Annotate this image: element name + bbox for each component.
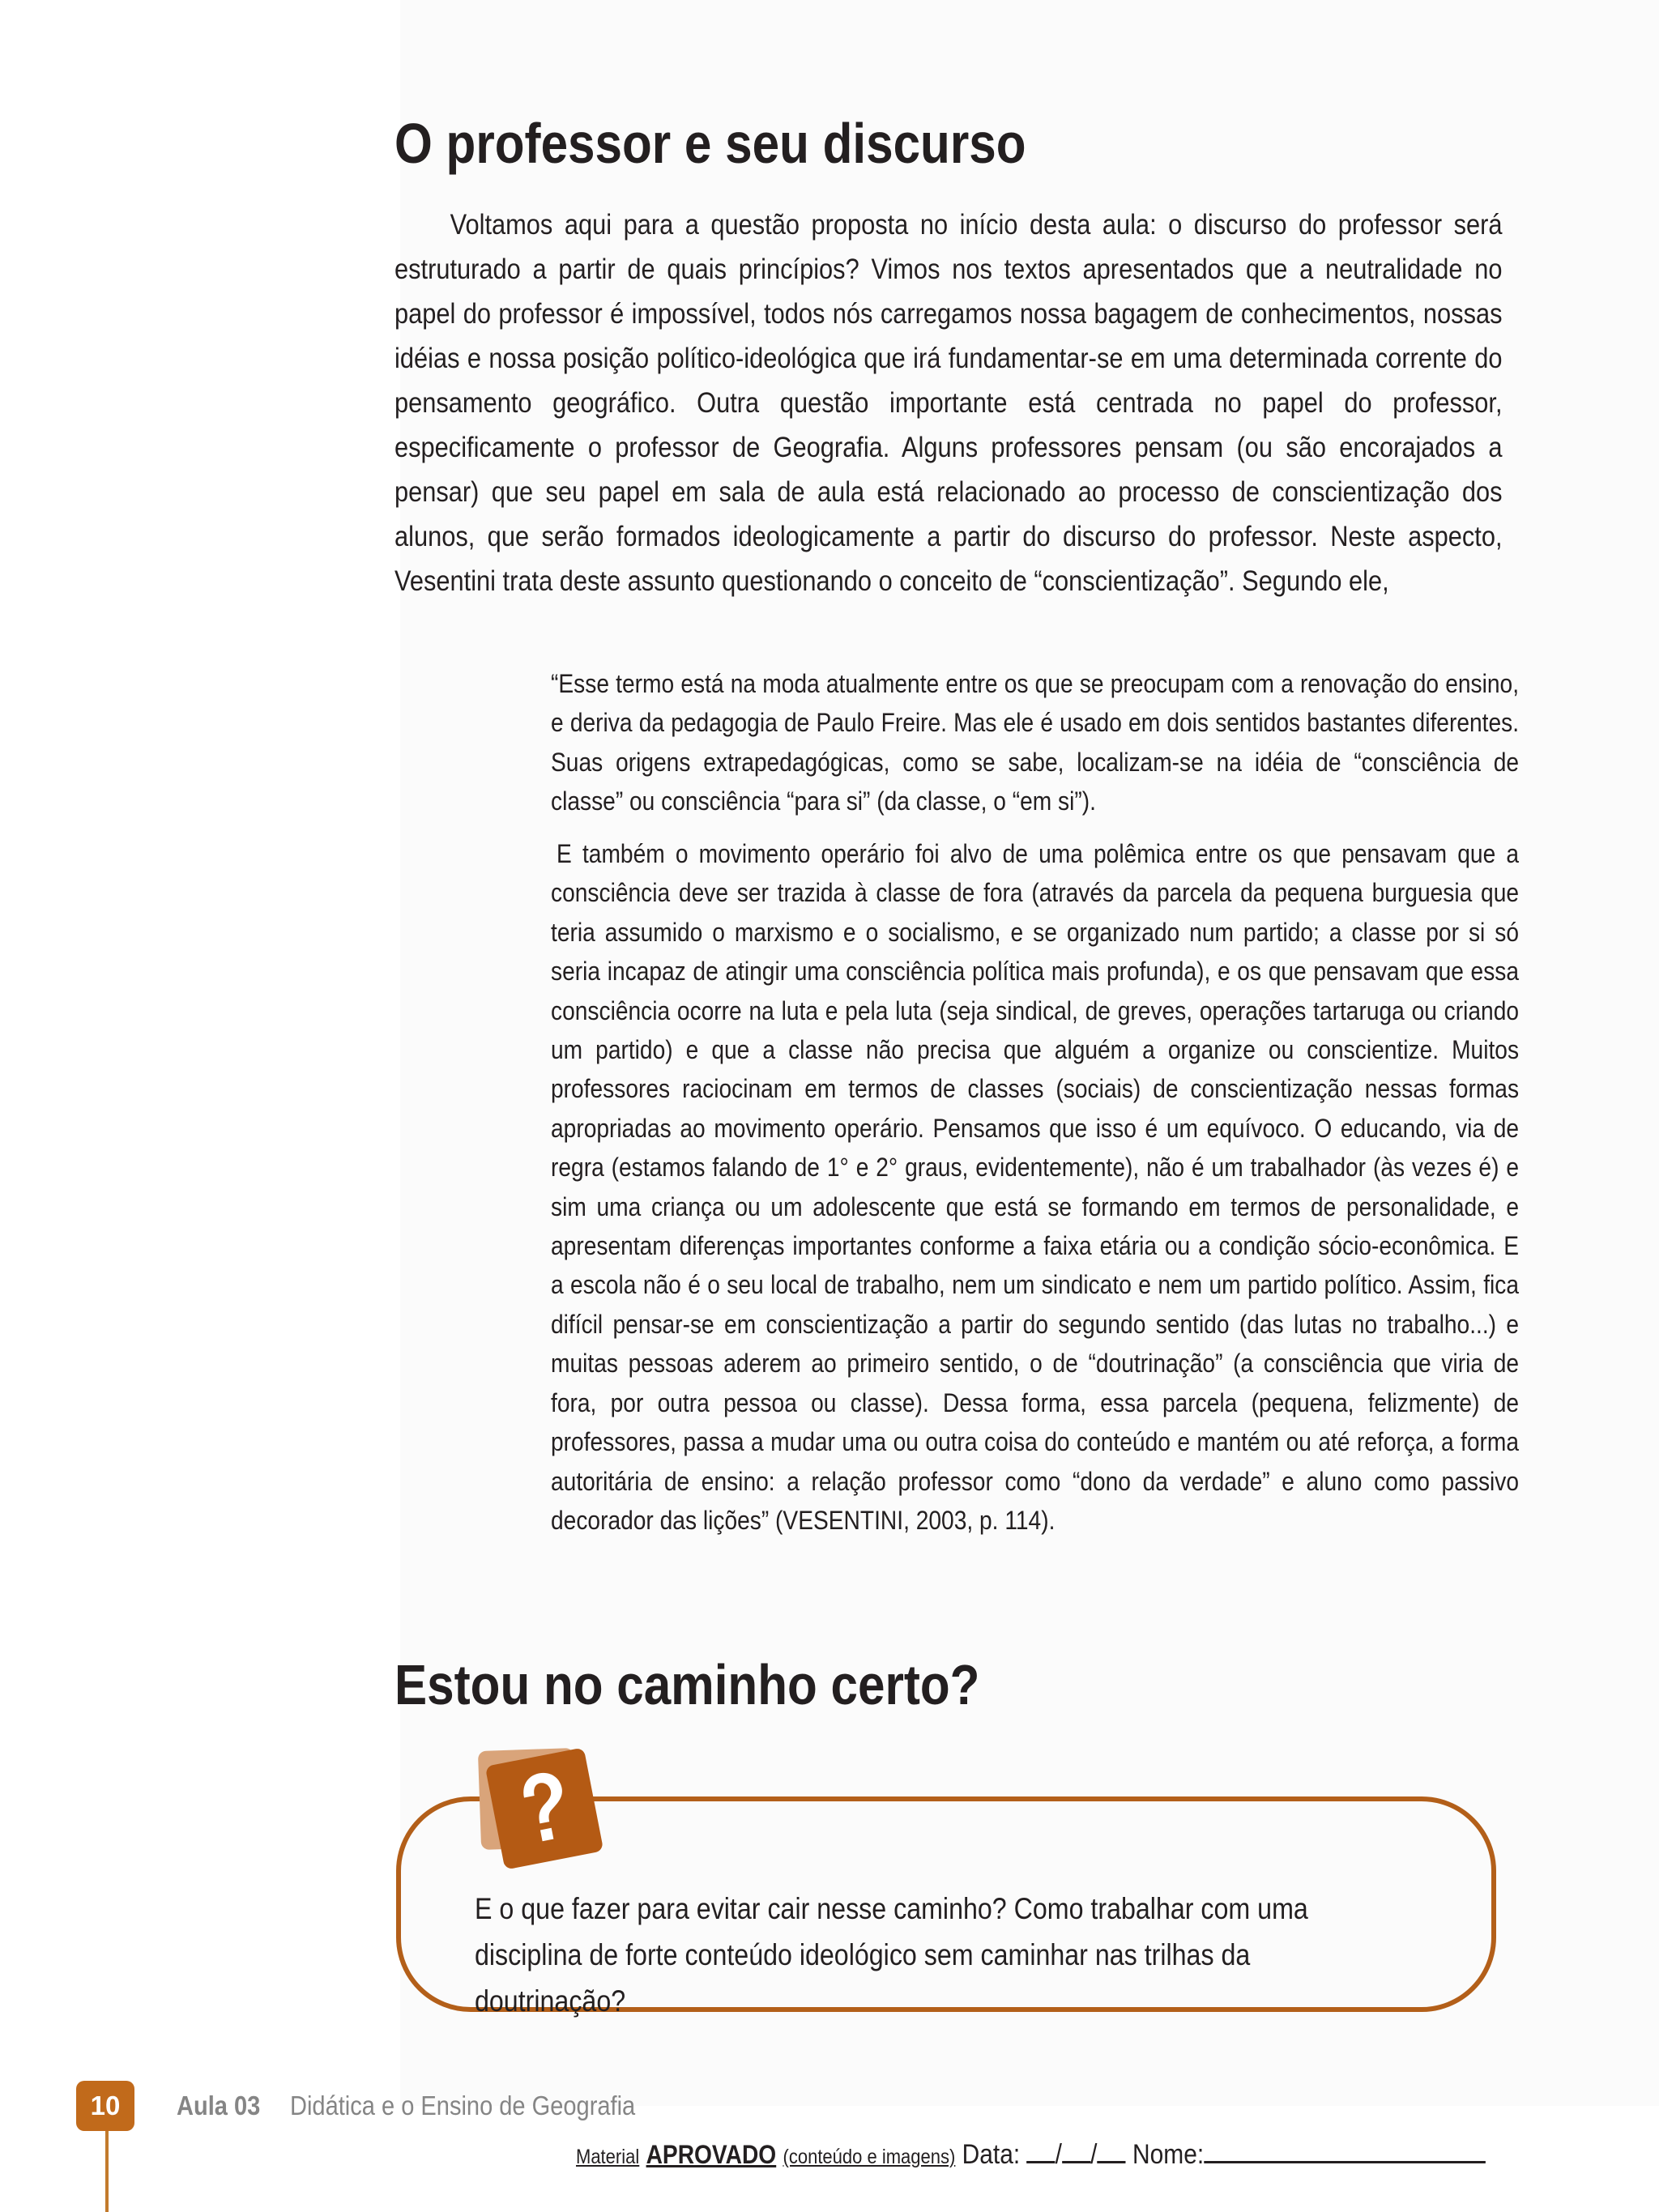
question-text: E o que fazer para evitar cair nesse caminho? Como trabalhar com uma disciplina de forte conteúdo ideológico sem caminhar nas trilhas da doutrinação? [475, 1892, 1308, 2018]
stamp-name-label: Nome: [1132, 2139, 1205, 2170]
block-quote-paragraph-2 [551, 834, 1519, 1540]
date-month-blank[interactable] [1062, 2140, 1090, 2163]
footer-vertical-line [105, 2129, 109, 2212]
date-slash-1: / [1055, 2139, 1062, 2170]
block-quote-paragraph-1: “Esse termo está na moda atualmente entre os que se preocupam com a renovação do ensino, e deriva da pedagogia de Paulo Freire. Mas ele é usado em dois sentidos bastantes diferentes. Suas origens extrapedagógicas, como se sabe, localizam-se na idéia de “consciência de classe” ou consciência “para si” (da classe, o “em si”). [551, 669, 1520, 816]
stamp-material-label: Material [576, 2146, 640, 2168]
date-year-blank[interactable] [1098, 2140, 1126, 2163]
block-quote-paragraph-2-text: E também o movimento operário foi alvo de uma polêmica entre os que pensavam que a consciência deve ser trazida à classe de fora (através da parcela da pequena burguesia que teria assumido o marxismo e o socialismo, e se organizado num partido; a classe por si só seria incapaz de atingir uma consciência política mais profunda), e os que pensavam que essa consciência ocorre na luta e pela luta (seja sindical, de greves, operações tartaruga ou criando um partido) e que a classe não precisa que alguém a organize ou conscientize. Muitos professores raciocinam em termos de classes (sociais) de conscientização nessas formas apropriadas ao movimento operário. Pensamos que isso é um equívoco. O educando, via de regra (estamos falando de 1° e 2° graus, evidentemente), não é um trabalhador (às vezes é) e sim uma criança ou um adolescente que está se formando em termos de personalidade, e apresentam diferenças importantes conforme a faixa etária ou a condição sócio-econômica. E a escola não é o seu local de trabalho, nem um sindicato e nem um partido político. Assim, fica difícil pensar-se em conscientização a partir do segundo sentido (das lutas no trabalho...) e muitas pessoas aderem ao primeiro sentido, o de “doutrinação” (a consciência que viria de fora, por outra pessoa ou classe). Dessa forma, essa parcela (pequena, felizmente) de professores, passa a mudar uma ou outra coisa do conteúdo e mantém ou até reforça, a forma autoritária de ensino: a relação professor como “dono da verdade” e aluno como passivo decorador das lições” (VESENTINI, 2003, p. 114). [551, 839, 1520, 1535]
stamp-date-label: Data: [962, 2139, 1021, 2170]
name-blank[interactable] [1204, 2140, 1486, 2163]
question-mark-icon [485, 1747, 604, 1869]
body-paragraph [394, 202, 1503, 603]
footer-course-title: Didática e o Ensino de Geografia [290, 2091, 636, 2120]
page-number-badge: 10 [76, 2081, 134, 2131]
date-day-blank[interactable] [1026, 2140, 1055, 2163]
date-slash-2: / [1090, 2139, 1098, 2170]
section-title-caminho-certo: Estou no caminho certo? [394, 1653, 980, 1716]
footer-lesson-label: Aula 03 [177, 2091, 261, 2120]
approval-stamp [576, 2139, 1486, 2171]
question-mark-glyph [505, 1762, 584, 1854]
section-title-professor-discurso: O professor e seu discurso [394, 112, 1026, 175]
stamp-approved-label: APROVADO [646, 2140, 777, 2169]
stamp-scope-label: (conteúdo e imagens) [783, 2146, 956, 2168]
body-paragraph-text: Voltamos aqui para a questão proposta no início desta aula: o discurso do professor será estruturado a partir de quais princípios? Vimos nos textos apresentados que a neutralidade no papel do professor é impossível, todos nós carregamos nossa bagagem de conhecimentos, nossas idéias e nossa posição político-ideológica que irá fundamentar-se em uma determinada corrente do pensamento geográfico. Outra questão importante está centrada no papel do professor, especificamente o professor de Geografia. Alguns professores pensam (ou são encorajados a pensar) que seu papel em sala de aula está relacionado ao processo de conscientização dos alunos, que serão formados ideologicamente a partir do discurso do professor. Neste aspecto, Vesentini trata deste assunto questionando o conceito de “conscientização”. Segundo ele, [394, 209, 1503, 597]
